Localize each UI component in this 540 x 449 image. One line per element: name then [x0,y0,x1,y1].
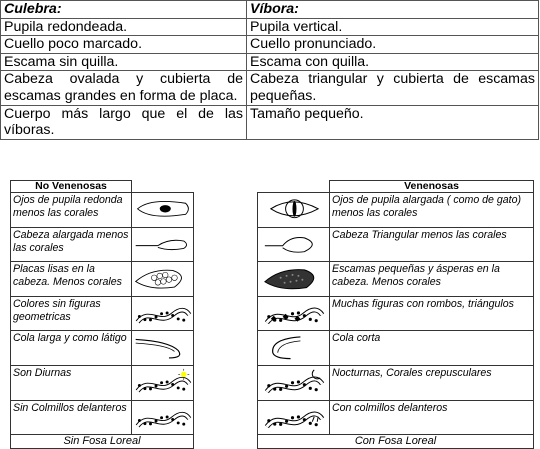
long-whip-tail-icon [132,331,194,366]
cell-vibora: Cuello pronunciado. [247,36,539,54]
table-row [258,400,534,435]
non-venomous-header: No Venenosas [11,181,132,193]
table-row [258,365,534,400]
header-culebra: Culebra: [1,1,247,19]
table-row [11,227,194,262]
non-venomous-trait: Sin Colmillos delanteros [11,400,132,435]
venomous-trait: Escamas pequeñas y ásperas en la cabeza. Menos corales [330,262,534,297]
table-row [1,18,539,36]
cell-culebra: Pupila redondeada. [1,18,247,36]
venomous-trait: Cola corta [330,331,534,366]
venomous-trait: Cabeza Triangular menos las corales [330,227,534,262]
non-venomous-trait: Cola larga y como látigo [11,331,132,366]
non-venomous-trait: Son Diurnas [11,365,132,400]
plain-snake-body-icon [132,296,194,331]
table-header-row [1,1,539,19]
table-row [11,296,194,331]
patterned-snake-body-icon [258,296,330,331]
elongated-head-icon [132,227,194,262]
snake-with-fangs-icon [258,400,330,435]
table-row [258,193,534,228]
table-row [11,365,194,400]
snake-with-moon-icon [258,365,330,400]
venomous-header: Venenosas [330,181,534,193]
cell-culebra: Cabeza ovalada y cubierta de escamas grandes en forma de placa. [1,71,247,105]
table-row [11,331,194,366]
short-tail-icon [258,331,330,366]
table-row [258,227,534,262]
non-venomous-trait: Placas lisas en la cabeza. Menos corales [11,262,132,297]
snake-with-sun-icon [132,365,194,400]
round-pupil-eye-icon [132,193,194,228]
cell-culebra: Escama sin quilla. [1,53,247,71]
header-vibora: Víbora: [247,1,539,19]
table-row [11,193,194,228]
venomous-trait: Con colmillos delanteros [330,400,534,435]
venomous-trait: Ojos de pupila alargada ( como de gato) menos las corales [330,193,534,228]
cell-vibora: Escama con quilla. [247,53,539,71]
table-row [11,262,194,297]
comparison-table [0,0,539,140]
cell-vibora: Tamaño pequeño. [247,105,539,139]
venomous-trait: Nocturnas, Corales crepusculares [330,365,534,400]
cell-culebra: Cuello poco marcado. [1,36,247,54]
non-venomous-footer: Sin Fosa Loreal [11,435,194,449]
table-row [1,36,539,54]
venomous-footer: Con Fosa Loreal [258,435,534,449]
non-venomous-trait: Colores sin figuras geometricas [11,296,132,331]
table-row [1,71,539,105]
table-row [258,331,534,366]
triangular-head-icon [258,227,330,262]
venomous-trait: Muchas figuras con rombos, triángulos [330,296,534,331]
table-row [258,262,534,297]
table-row [258,296,534,331]
cell-culebra: Cuerpo más largo que el de las víboras. [1,105,247,139]
cell-vibora: Cabeza triangular y cubierta de escamas pequeñas. [247,71,539,105]
venomous-table [257,180,534,449]
non-venomous-trait: Cabeza alargada menos las corales [11,227,132,262]
snake-no-fangs-icon [132,400,194,435]
table-row [1,105,539,139]
table-row [1,53,539,71]
small-scales-head-icon [258,262,330,297]
smooth-plates-head-icon [132,262,194,297]
cell-vibora: Pupila vertical. [247,18,539,36]
table-row [11,400,194,435]
non-venomous-trait: Ojos de pupila redonda menos las corales [11,193,132,228]
vertical-pupil-eye-icon [258,193,330,228]
non-venomous-table [10,180,194,449]
